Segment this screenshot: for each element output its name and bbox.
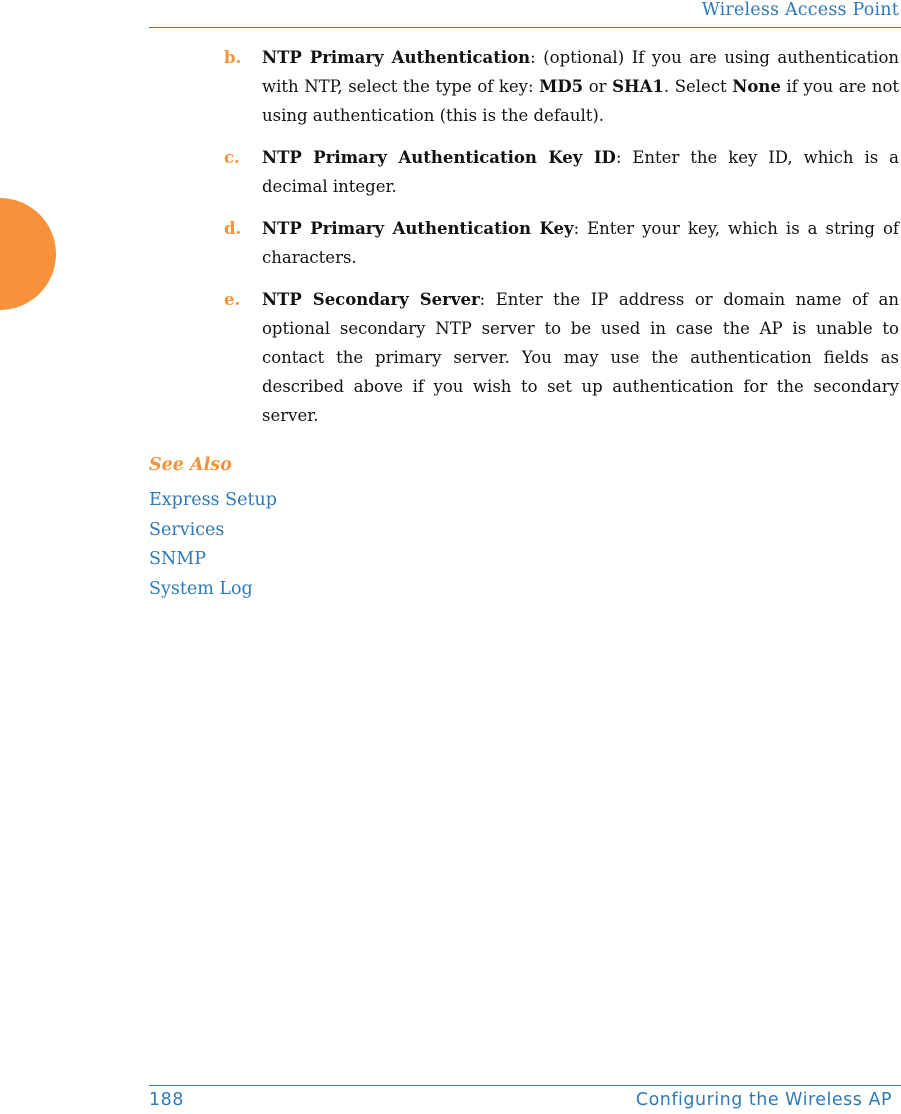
link-system-log[interactable]: System Log [149,578,253,599]
list-item-letter: c. [224,148,240,167]
link-snmp[interactable]: SNMP [149,549,206,569]
running-footer-title: Configuring the Wireless AP [635,1090,892,1110]
see-also-heading: See Also [149,455,232,475]
header-divider [149,27,901,28]
term-label: NTP Primary Authentication Key [262,219,574,238]
see-also-links [149,486,277,604]
term-label: NTP Primary Authentication Key ID [262,148,616,167]
chapter-tab-marker [0,198,56,310]
term-label: NTP Primary Authentication [262,48,531,67]
term-label: NTP Secondary Server [262,290,480,309]
running-header-title: Wireless Access Point [701,0,899,20]
instruction-list [224,43,899,443]
footer-divider [149,1085,901,1086]
list-item-ntp-primary-authentication [224,43,899,130]
list-item-text: NTP Secondary Server: Enter the IP address or domain name of an optional secondary NTP server to be used in case the AP is unable to contact the primary server. You may use the authentication fields as described above if you wish to set up authentication for the secondary server. [262,290,899,425]
list-item-ntp-primary-authentication-key-id [224,143,899,201]
list-item-letter: e. [224,290,241,309]
list-item-text: NTP Primary Authentication Key ID: Enter the key ID, which is a decimal integer. [262,148,899,196]
list-item-letter: d. [224,219,242,238]
list-item-text: NTP Primary Authentication: (optional) If you are using authentication with NTP, select the type of key: MD5 or SHA1. Select None if you are not using authentication (this is the default). [262,48,900,125]
list-item-ntp-primary-authentication-key [224,214,899,272]
list-item-ntp-secondary-server [224,285,899,430]
page-number: 188 [149,1090,184,1110]
list-item-letter: b. [224,48,242,67]
link-express-setup[interactable]: Express Setup [149,490,277,510]
link-services[interactable]: Services [149,519,225,540]
list-item-text: NTP Primary Authentication Key: Enter your key, which is a string of characters. [262,219,899,267]
